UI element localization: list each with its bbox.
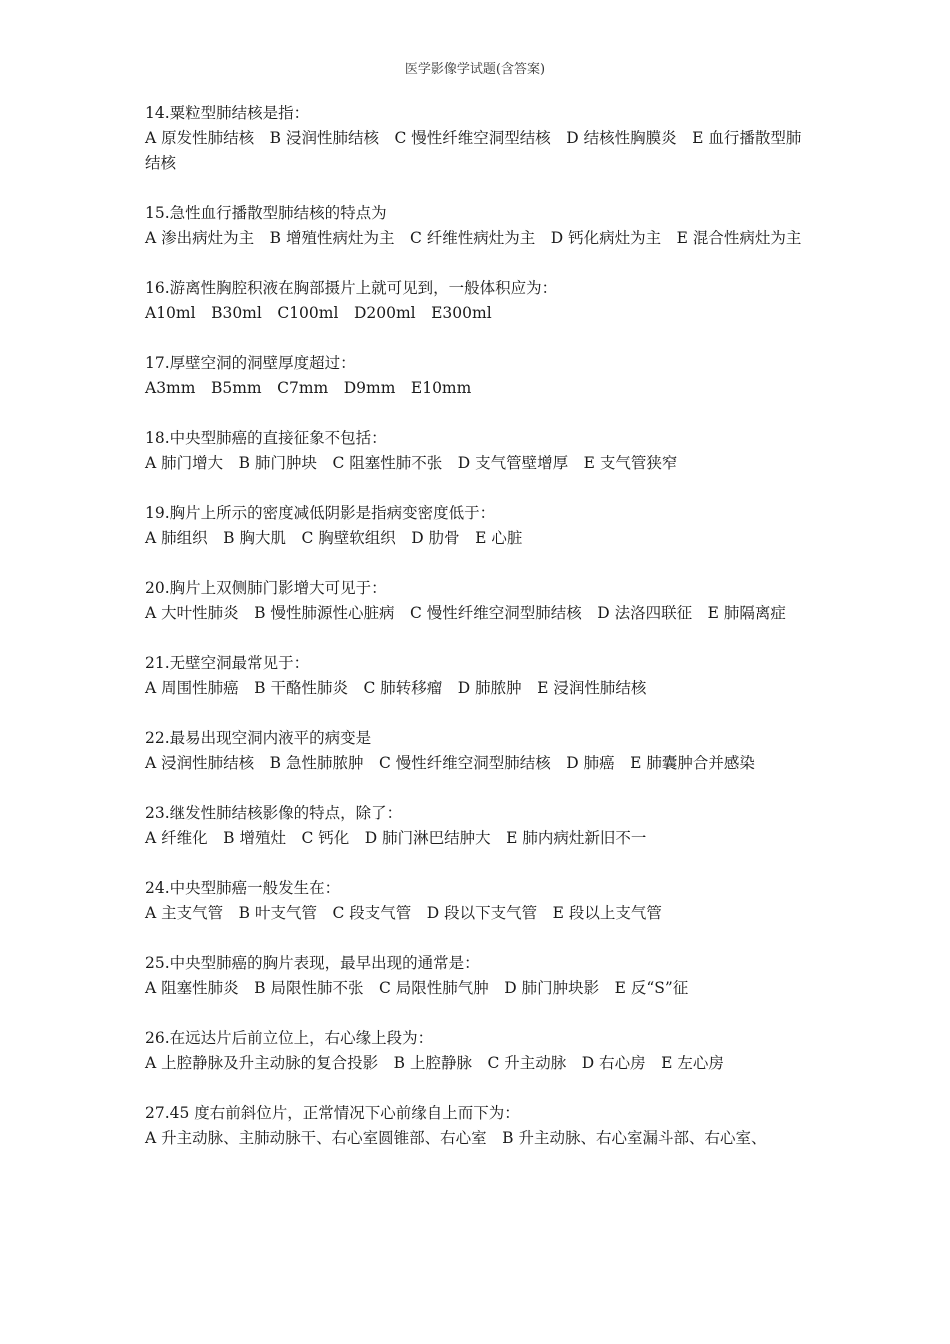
question-list xyxy=(145,101,810,1176)
question-18 xyxy=(145,426,810,476)
question-stem: 19.胸片上所示的密度减低阴影是指病变密度低于： xyxy=(145,504,496,522)
question-stem: 16.游离性胸腔积液在胸部摄片上就可见到，一般体积应为： xyxy=(145,279,558,297)
question-22 xyxy=(145,726,810,776)
question-stem: 27.45 度右前斜位片，正常情况下心前缘自上而下为： xyxy=(145,1104,520,1122)
question-stem: 14.粟粒型肺结核是指： xyxy=(145,104,310,122)
question-options: A10ml B30ml C100ml D200ml E300ml xyxy=(145,304,492,322)
question-27 xyxy=(145,1101,810,1151)
page-header: 医学影像学试题(含答案) xyxy=(404,62,546,77)
question-options: A 阻塞性肺炎 B 局限性肺不张 C 局限性肺气肿 D 肺门肿块影 E 反“S”征 xyxy=(145,979,689,997)
question-stem: 20.胸片上双侧肺门影增大可见于： xyxy=(145,579,387,597)
question-options: A3mm B5mm C7mm D9mm E10mm xyxy=(145,379,472,397)
question-options: A 肺组织 B 胸大肌 C 胸壁软组织 D 肋骨 E 心脏 xyxy=(145,529,523,547)
question-20 xyxy=(145,576,810,626)
question-stem: 26.在远达片后前立位上，右心缘上段为： xyxy=(145,1029,434,1047)
question-stem: 21.无壁空洞最常见于： xyxy=(145,654,310,672)
question-stem: 24.中央型肺癌一般发生在： xyxy=(145,879,341,897)
question-21 xyxy=(145,651,810,701)
question-stem: 23.继发性肺结核影像的特点，除了： xyxy=(145,804,403,822)
question-options: A 纤维化 B 增殖灶 C 钙化 D 肺门淋巴结肿大 E 肺内病灶新旧不一 xyxy=(145,829,647,847)
question-16 xyxy=(145,276,810,326)
question-options: A 浸润性肺结核 B 急性肺脓肿 C 慢性纤维空洞型肺结核 D 肺癌 E 肺囊肿合并感染 xyxy=(145,754,755,772)
question-stem: 22.最易出现空洞内液平的病变是 xyxy=(145,729,372,747)
question-options: A 渗出病灶为主 B 增殖性病灶为主 C 纤维性病灶为主 D 钙化病灶为主 E 混合性病灶为主 xyxy=(145,229,802,247)
question-24 xyxy=(145,876,810,926)
question-options: A 上腔静脉及升主动脉的复合投影 B 上腔静脉 C 升主动脉 D 右心房 E 左心房 xyxy=(145,1054,724,1072)
question-options: A 升主动脉、主肺动脉干、右心室圆锥部、右心室 B 升主动脉、右心室漏斗部、右心室、 xyxy=(145,1129,767,1147)
question-15 xyxy=(145,201,810,251)
question-options: A 周围性肺癌 B 干酪性肺炎 C 肺转移瘤 D 肺脓肿 E 浸润性肺结核 xyxy=(145,679,647,697)
question-26 xyxy=(145,1026,810,1076)
question-stem: 18.中央型肺癌的直接征象不包括： xyxy=(145,429,387,447)
question-25 xyxy=(145,951,810,1001)
question-stem: 15.急性血行播散型肺结核的特点为 xyxy=(145,204,387,222)
question-19 xyxy=(145,501,810,551)
question-23 xyxy=(145,801,810,851)
question-stem: 17.厚壁空洞的洞壁厚度超过： xyxy=(145,354,356,372)
question-options: A 肺门增大 B 肺门肿块 C 阻塞性肺不张 D 支气管壁增厚 E 支气管狭窄 xyxy=(145,454,678,472)
question-options: A 大叶性肺炎 B 慢性肺源性心脏病 C 慢性纤维空洞型肺结核 D 法洛四联征 E 肺隔离症 xyxy=(145,604,786,622)
question-14 xyxy=(145,101,810,176)
question-17 xyxy=(145,351,810,401)
question-stem: 25.中央型肺癌的胸片表现，最早出现的通常是： xyxy=(145,954,480,972)
question-options: A 原发性肺结核 B 浸润性肺结核 C 慢性纤维空洞型结核 D 结核性胸膜炎 E 血行播散型肺结核 xyxy=(145,129,802,172)
question-options: A 主支气管 B 叶支气管 C 段支气管 D 段以下支气管 E 段以上支气管 xyxy=(145,904,662,922)
